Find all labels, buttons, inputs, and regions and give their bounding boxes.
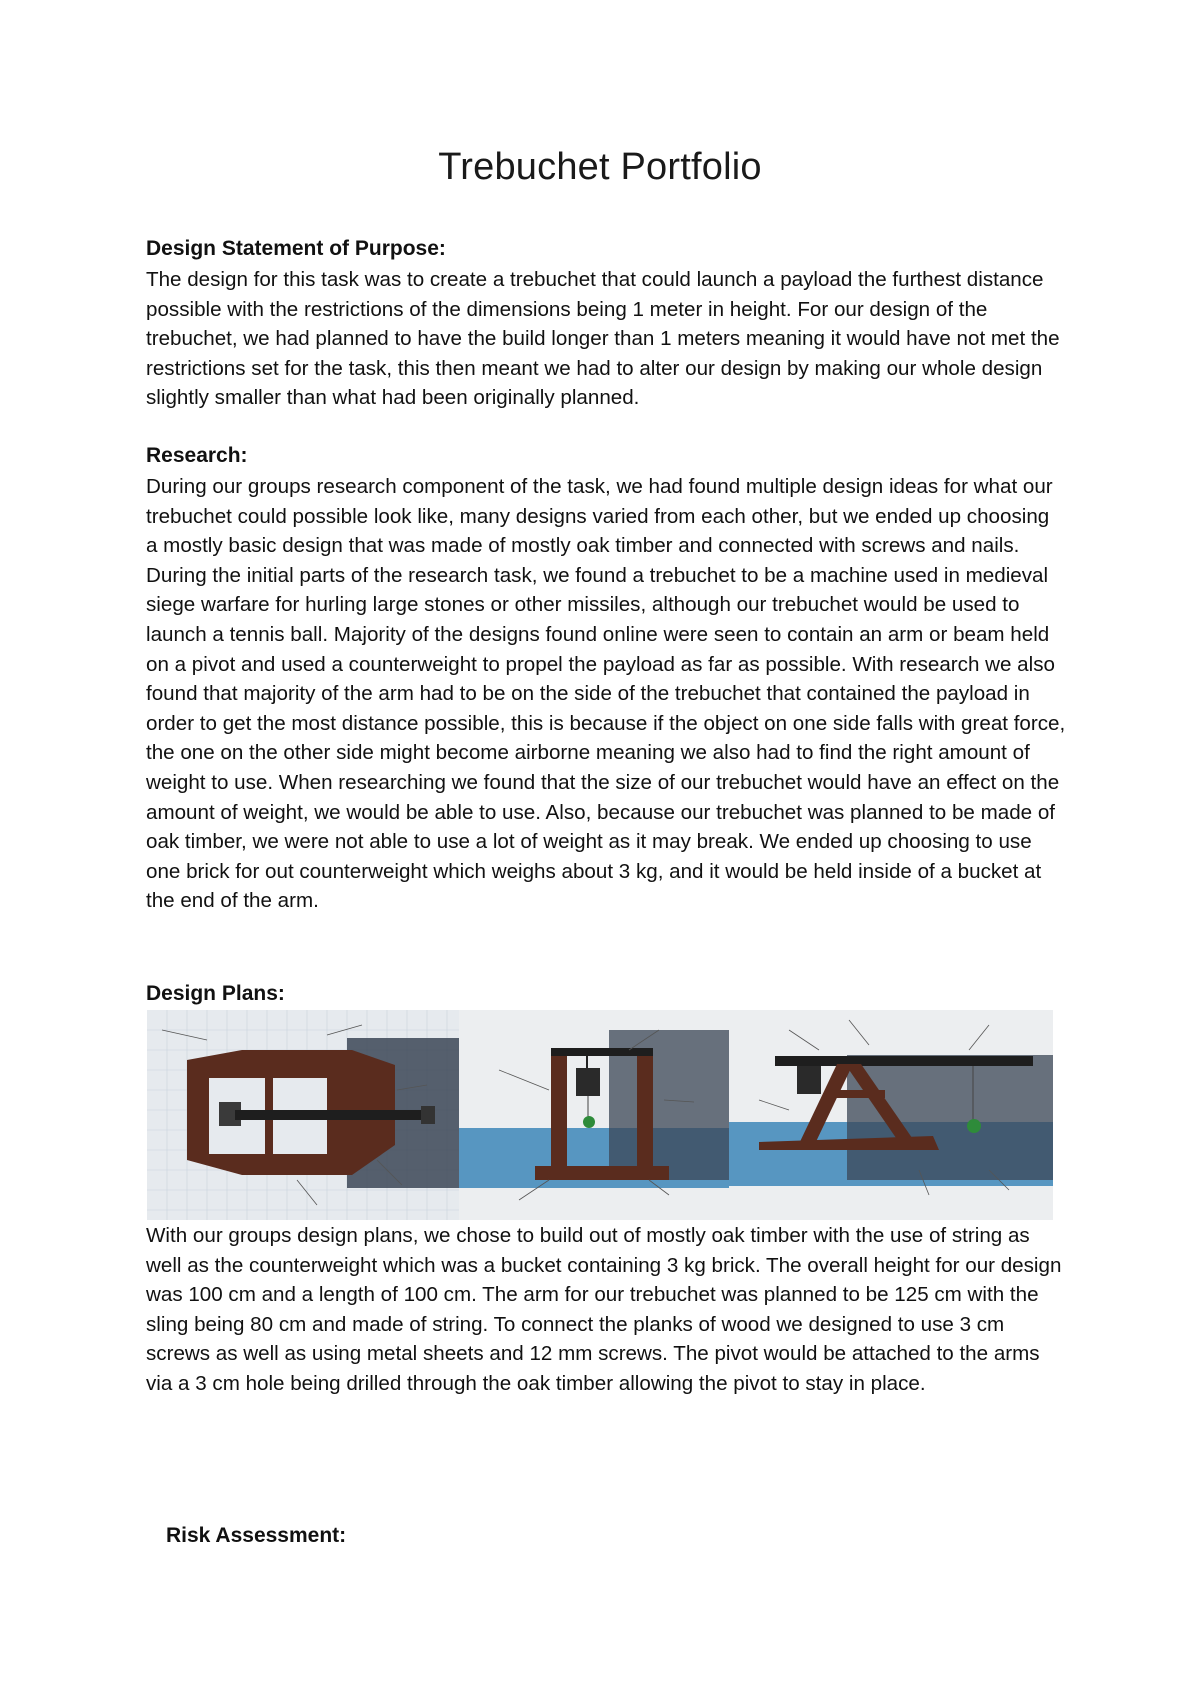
design-plan-side-view	[729, 1010, 1053, 1220]
heading-design-statement: Design Statement of Purpose:	[146, 237, 446, 260]
design-plan-front-view	[459, 1010, 729, 1220]
design-plan-top-view	[147, 1010, 459, 1220]
paragraph-design-plans: With our groups design plans, we chose to build out of mostly oak timber with the use of string as well as the counterweight which was a bucket containing 3 kg brick. The overall height for our design was 100 cm and a length of 100 cm. The arm for our trebuchet was planned to be 125 cm with the sling being 80 cm and made of string. To connect the planks of wood we designed to use 3 cm screws as well as using metal sheets and 12 mm screws. The pivot would be attached to the arms via a 3 cm hole being drilled through the oak timber allowing the pivot to stay in place.	[146, 1224, 1062, 1395]
heading-research: Research:	[146, 444, 248, 467]
heading-design-plans: Design Plans:	[146, 982, 285, 1005]
page-title: Trebuchet Portfolio	[438, 146, 762, 188]
paragraph-design-statement: The design for this task was to create a trebuchet that could launch a payload the furthest distance possible with the restrictions of the dimensions being 1 meter in height. For our design of the trebuchet, we had planned to have the build longer than 1 meters meaning it would have not met the restrictions set for the task, this then meant we had to alter our design by making our whole design slightly smaller than what had been originally planned.	[146, 268, 1060, 410]
paragraph-research: During our groups research component of the task, we had found multiple design ideas for what our trebuchet could possible look like, many designs varied from each other, but we ended up choosing a mostly basic design that was made of mostly oak timber and connected with screws and nails. During the initial parts of the research task, we found a trebuchet to be a machine used in medieval siege warfare for hurling large stones or other missiles, although our trebuchet would be used to launch a tennis ball. Majority of the designs found online were seen to contain an arm or beam held on a pivot and used a counterweight to propel the payload as far as possible. With research we also found that majority of the arm had to be on the side of the trebuchet that contained the payload in order to get the most distance possible, this is because if the object on one side falls with great force, the one on the other side might become airborne meaning we also had to find the right amount of weight to use. When researching we found that the size of our trebuchet would have an effect on the amount of weight, we would be able to use. Also, because our trebuchet was planned to be made of oak timber, we were not able to use a lot of weight as it may break. We ended up choosing to use one brick for out counterweight which weighs about 3 kg, and it would be held inside of a bucket at the end of the arm.	[146, 475, 1066, 913]
heading-risk-assessment: Risk Assessment:	[166, 1524, 347, 1547]
design-plans-images	[147, 1010, 1053, 1220]
